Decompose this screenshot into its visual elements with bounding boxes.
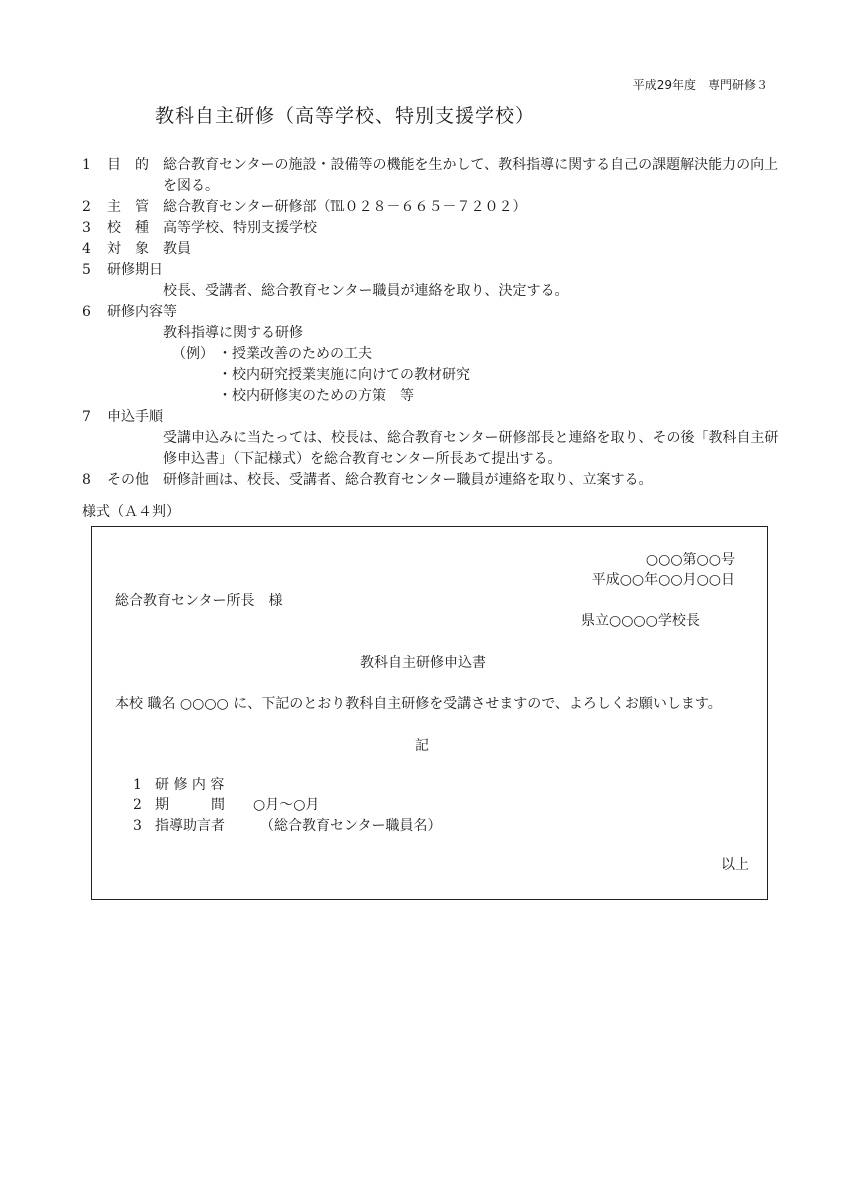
form-item-label: 研 修 内 容 [155,777,225,793]
form-sender: 県立○○○○学校長 [581,613,700,629]
section-number: 2 [82,199,91,215]
section-number: 6 [82,304,91,320]
section-text: 教員 [163,241,191,257]
example-item: ・授業改善のための工夫 [218,346,372,362]
section-label: その他 [107,472,149,488]
form-caption: 様式（Ａ４判） [82,504,180,520]
section-label: 申込手順 [107,409,163,425]
form-body: 本校 職名 ○○○○ に、下記のとおり教科自主研修を受講させますので、よろしくお願いします。 [115,696,722,712]
section-label: 主 管 [107,199,149,215]
section-text: 高等学校、特別支援学校 [163,220,317,236]
example-item: ・校内研究授業実施に向けての教材研究 [218,367,470,383]
form-item-label: 期 間 [155,797,225,813]
section-text: 教科指導に関する研修 [163,325,303,341]
section-number: 8 [82,472,91,488]
form-item-number: 3 [133,818,142,834]
section-label: 目 的 [107,157,149,173]
page-title: 教科自主研修（高等学校、特別支援学校） [155,105,536,127]
section-number: 7 [82,409,91,425]
section-number: 3 [82,220,91,236]
section-text: 校長、受講者、総合教育センター職員が連絡を取り、決定する。 [163,283,569,299]
section-label: 校 種 [107,220,149,236]
section-number: 1 [82,157,91,173]
form-addressee: 総合教育センター所長 様 [115,593,283,609]
section-text: 総合教育センター研修部（℡０２８－６６５－７２０２） [163,199,527,215]
section-label: 研修内容等 [107,304,177,320]
section-text: 受講申込みに当たっては、校長は、総合教育センター研修部長と連絡を取り、その後「教科自主研 [163,430,779,446]
section-number: 4 [82,241,91,257]
example-item: ・校内研修実のための方策 等 [218,388,414,404]
form-item-number: 1 [133,777,142,793]
section-text: 研修計画は、校長、受講者、総合教育センター職員が連絡を取り、立案する。 [163,472,653,488]
section-label: 研修期日 [107,262,163,278]
document-date: 平成○○年○○月○○日 [591,572,735,588]
form-item-label: 指導助言者 [155,818,225,834]
section-text: 総合教育センターの施設・設備等の機能を生かして、教科指導に関する自己の課題解決能力の向上 [163,157,779,173]
section-text-continuation: 修申込書」（下記様式）を総合教育センター所長あて提出する。 [163,451,562,467]
form-title: 教科自主研修申込書 [360,655,486,671]
section-text-continuation: を図る。 [163,178,219,194]
example-label: （例） [172,346,214,362]
form-item-value: （総合教育センター職員名） [260,818,442,834]
section-number: 5 [82,262,91,278]
document-number: ○○○第○○号 [645,552,735,568]
section-label: 対 象 [107,241,149,257]
form-closing: 以上 [721,857,749,873]
ki-marker: 記 [415,738,429,754]
header-reference: 平成29年度 専門研修３ [632,78,768,92]
form-item-number: 2 [133,797,142,813]
form-item-value: ○月～○月 [253,797,320,813]
